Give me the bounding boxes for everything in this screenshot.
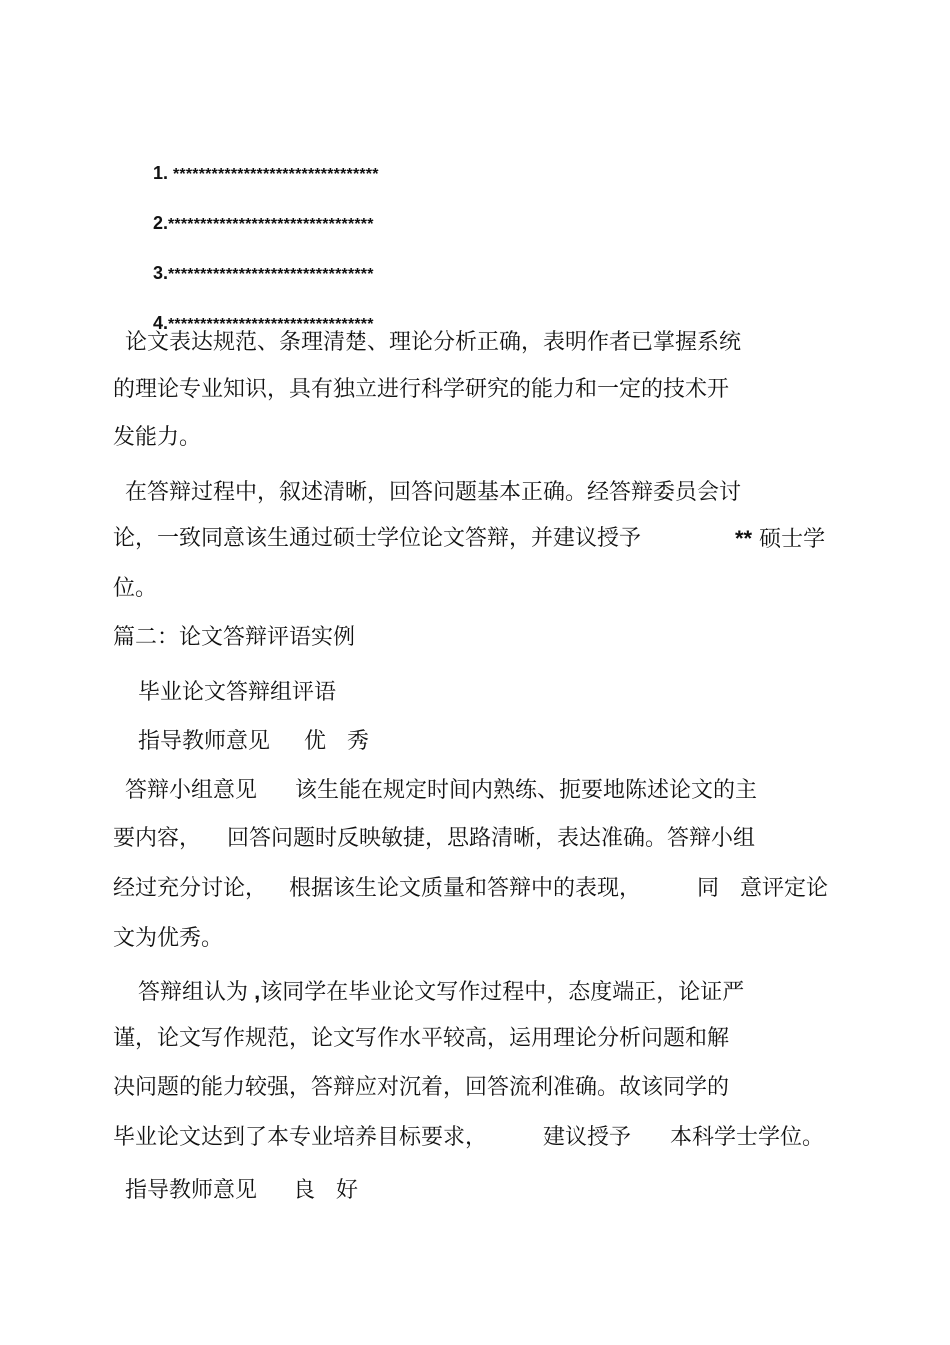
paragraph-line: 谨，论文写作规范，论文写作水平较高，运用理论分析问题和解 xyxy=(113,1026,730,1051)
paragraph-line: 发能力。 xyxy=(113,425,202,450)
paragraph-fragment: 硕士学 xyxy=(752,527,826,552)
advisor-opinion-label: 指导教师意见 xyxy=(125,1178,258,1203)
advisor-opinion-label: 指导教师意见 xyxy=(138,729,271,754)
advisor-opinion-value: 良 好 xyxy=(293,1178,358,1203)
paragraph-line: 文为优秀。 xyxy=(113,926,224,951)
paragraph-line: 毕业论文达到了本专业培养目标要求， xyxy=(113,1125,488,1150)
degree-placeholder: ** xyxy=(735,526,753,551)
paragraph-line: 回答问题时反映敏捷，思路清晰，表达准确。答辩小组 xyxy=(227,826,756,851)
paragraph-line: 该生能在规定时间内熟练、扼要地陈述论文的主 xyxy=(295,778,758,803)
list-number: 2. xyxy=(152,213,168,233)
paragraph-line: 同 意评定论 xyxy=(697,876,828,901)
list-text: ******************************** xyxy=(173,166,379,183)
paragraph-line: 的理论专业知识，具有独立进行科学研究的能力和一定的技术开 xyxy=(113,377,730,402)
paragraph-line: 本科学士学位。 xyxy=(670,1125,825,1150)
paragraph-fragment: 答辩组认为 xyxy=(138,980,249,1005)
paragraph-fragment: 该同学在毕业论文写作过程中，态度端正，论证严 xyxy=(260,980,745,1005)
group-opinion-label: 答辩小组意见 xyxy=(125,778,258,803)
list-number: 1. xyxy=(152,163,173,183)
list-number: 3. xyxy=(152,263,168,283)
paragraph-line: 经过充分讨论， xyxy=(113,876,268,901)
section-title: 篇二：论文答辩评语实例 xyxy=(113,625,356,650)
list-text: ******************************** xyxy=(168,316,374,333)
list-number: 4. xyxy=(152,313,168,333)
paragraph-line: 论，一致同意该生通过硕士学位论文答辩，并建议授予 xyxy=(113,526,642,551)
paragraph-line: 在答辩过程中，叙述清晰，回答问题基本正确。经答辩委员会讨 xyxy=(125,480,742,505)
paragraph-line: 根据该生论文质量和答辩中的表现， xyxy=(289,876,642,901)
paragraph-line: 位。 xyxy=(113,576,158,601)
paragraph-line: 论文表达规范、条理清楚、理论分析正确，表明作者已掌握系统 xyxy=(125,330,742,355)
advisor-opinion-value: 优 秀 xyxy=(304,729,369,754)
paragraph-line xyxy=(138,977,744,1008)
list-text: ******************************** xyxy=(168,216,374,233)
paragraph-line: 建议授予 xyxy=(543,1125,632,1150)
paragraph-line xyxy=(735,524,825,555)
paragraph-line: 决问题的能力较强，答辩应对沉着，回答流利准确。故该同学的 xyxy=(113,1075,730,1100)
list-text: ******************************** xyxy=(168,266,374,283)
subtitle: 毕业论文答辩组评语 xyxy=(138,680,337,705)
paragraph-fragment: , xyxy=(248,979,261,1004)
paragraph-line: 要内容， xyxy=(113,826,202,851)
